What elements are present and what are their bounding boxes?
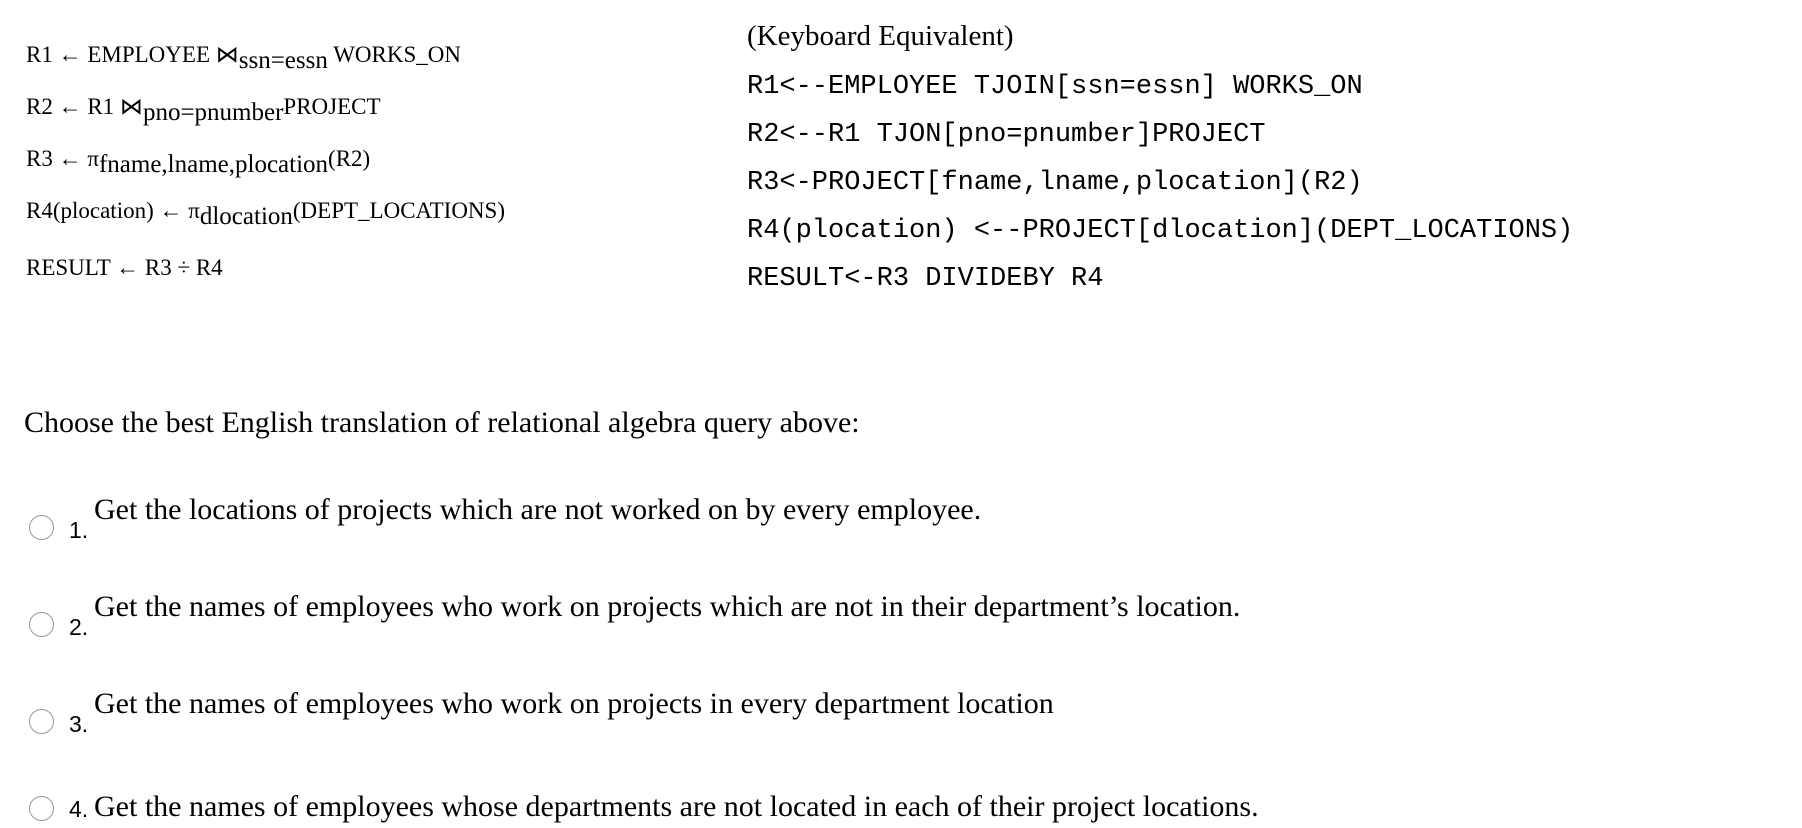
radio-button-option-1[interactable] xyxy=(29,515,54,540)
option-number: 4. xyxy=(69,796,89,822)
keyboard-line-r2: R2<--R1 TJON[pno=pnumber]PROJECT xyxy=(747,120,1266,150)
option-text[interactable]: Get the names of employees who work on projects which are not in their department’s location. xyxy=(94,590,1241,623)
algebra-r3-subscript: fname,lname,plocation xyxy=(98,151,329,178)
keyboard-line-r1: R1<--EMPLOYEE TJOIN[ssn=essn] WORKS_ON xyxy=(747,72,1363,102)
option-text[interactable]: Get the names of employees whose departments are not located in each of their project locations. xyxy=(94,790,1259,823)
algebra-r1-lhs: R1 ← EMPLOYEE ⋈ xyxy=(26,42,239,67)
algebra-r1-rhs: WORKS_ON xyxy=(327,42,461,67)
algebra-line-r1 xyxy=(26,42,461,74)
option-number: 2. xyxy=(69,614,89,640)
answer-option-1[interactable] xyxy=(29,495,1729,545)
algebra-r1-subscript: ssn=essn xyxy=(238,47,328,74)
algebra-r4-rhs: (DEPT_LOCATIONS) xyxy=(292,198,505,223)
answer-option-2[interactable] xyxy=(29,592,1729,642)
option-number: 1. xyxy=(69,517,89,543)
algebra-line-r2 xyxy=(26,94,381,126)
algebra-line-r3 xyxy=(26,146,371,178)
option-number: 3. xyxy=(69,711,89,737)
algebra-r2-lhs: R2 ← R1 ⋈ xyxy=(26,94,143,119)
algebra-r4-lhs: R4(plocation) ← π xyxy=(26,198,200,223)
answer-option-4[interactable] xyxy=(29,776,1729,826)
option-text[interactable]: Get the locations of projects which are not worked on by every employee. xyxy=(94,493,982,526)
keyboard-line-result: RESULT<-R3 DIVIDEBY R4 xyxy=(747,264,1104,294)
algebra-r2-subscript: pno=pnumber xyxy=(142,99,284,126)
radio-button-option-4[interactable] xyxy=(29,796,54,821)
algebra-r3-lhs: R3 ← π xyxy=(26,146,99,171)
algebra-result-text: RESULT ← R3 ÷ R4 xyxy=(26,255,223,280)
keyboard-equivalent-title: (Keyboard Equivalent) xyxy=(747,20,1014,52)
keyboard-line-r3: R3<-PROJECT[fname,lname,plocation](R2) xyxy=(747,168,1363,198)
answer-option-3[interactable] xyxy=(29,689,1729,739)
radio-button-option-3[interactable] xyxy=(29,709,54,734)
keyboard-line-r4: R4(plocation) <--PROJECT[dlocation](DEPT_LOCATIONS) xyxy=(747,216,1574,246)
algebra-line-r4 xyxy=(26,198,505,230)
algebra-r3-rhs: (R2) xyxy=(328,146,371,171)
algebra-r4-subscript: dlocation xyxy=(199,203,293,230)
question-prompt: Choose the best English translation of relational algebra query above: xyxy=(24,406,860,439)
radio-button-option-2[interactable] xyxy=(29,612,54,637)
option-text[interactable]: Get the names of employees who work on projects in every department location xyxy=(94,687,1054,720)
algebra-r2-rhs: PROJECT xyxy=(283,94,381,119)
algebra-line-result xyxy=(26,256,223,279)
